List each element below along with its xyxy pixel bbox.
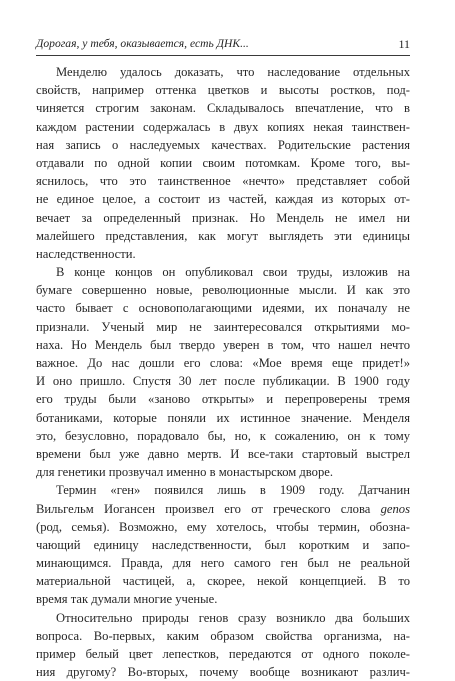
text-line: времени был уже давно мертв. И все-таки стартовый выстрел bbox=[36, 446, 410, 461]
text-line: материальной частицей, а, скорее, некой концепцией. В то bbox=[36, 574, 410, 589]
text-line: минающимся. Правда, для него самого ген был не реальной bbox=[36, 556, 410, 571]
text-line: его труды были «заново открыты» и перепроверены тремя bbox=[36, 392, 410, 407]
header-rule bbox=[36, 55, 410, 56]
paragraph-3 bbox=[36, 481, 410, 608]
text-line: вечает за определенный признак. Но Мендель не имел ни bbox=[36, 210, 410, 225]
text-line: пример белый цвет лепестков, передаются от одного поколе- bbox=[36, 647, 410, 661]
paragraph-4 bbox=[36, 609, 410, 681]
book-page bbox=[36, 0, 410, 680]
text-line: наха. Но Мендель был твердо уверен в том, что нашел нечто bbox=[36, 337, 410, 352]
text-line: В конце концов он опубликовал свои труды, изложив на bbox=[56, 265, 410, 280]
text-line: Относительно природы генов сразу возникло два больших bbox=[56, 610, 410, 625]
text-line: часто бывает с основополагающими идеями, их поначалу не bbox=[36, 301, 410, 316]
text-segment: Вильгельм Иогансен произвел его от греческого слова bbox=[36, 501, 371, 516]
text-line: свойств, например оттенка цветков и высоты ростков, под- bbox=[36, 83, 410, 98]
text-line: Менделю удалось доказать, что наследование отдельных bbox=[56, 65, 410, 79]
paragraph-2 bbox=[36, 263, 410, 481]
text-line: не единое целое, а состоит из частей, каждая из которых от- bbox=[36, 192, 410, 207]
running-header bbox=[36, 36, 410, 52]
italic-term: genos bbox=[380, 501, 410, 516]
text-line: это, безусловно, порадовало бы, но, к сожалению, он к тому bbox=[36, 428, 410, 443]
page-number: 11 bbox=[398, 37, 410, 51]
text-line: ная запись о наследуемых качествах. Родительские растения bbox=[36, 137, 410, 152]
text-line: ботаниками, которые поняли их истинное значение. Менделя bbox=[36, 410, 410, 425]
body-text bbox=[36, 63, 410, 681]
text-line: отдавали по одной копии своим потомкам. Кроме того, вы- bbox=[36, 155, 410, 170]
text-line: важное. До нас дошли его слова: «Мое время еще придет!» bbox=[36, 356, 410, 370]
text-line: ния другому? Во-вторых, почему вообще возникают различ- bbox=[36, 665, 410, 680]
text-line: Термин «ген» появился лишь в 1909 году. Датчанин bbox=[56, 483, 410, 498]
text-line: время так думали многие ученые. bbox=[36, 592, 218, 607]
text-line: каждом растении содержалась в двух копиях некая таинствен- bbox=[36, 119, 410, 134]
text-line: вопроса. Во-первых, каким образом свойства организма, на- bbox=[36, 628, 410, 643]
text-line: для генетики прозвучал именно в монастырском дворе. bbox=[36, 465, 333, 480]
running-title: Дорогая, у тебя, оказывается, есть ДНК... bbox=[36, 37, 249, 50]
text-line: И оно пришло. Спустя 30 лет после публикации. В 1900 году bbox=[36, 374, 410, 389]
text-line: признали. Ученый мир не заинтересовался открытиями мо- bbox=[36, 319, 410, 334]
text-line: чающий единицу наследственности, был коротким и запо- bbox=[36, 537, 410, 552]
text-line: наследственности. bbox=[36, 246, 136, 261]
text-line: (род, семья). Возможно, ему хотелось, чтобы термин, обозна- bbox=[36, 519, 410, 534]
paragraph-1 bbox=[36, 63, 410, 263]
text-line-with-italic bbox=[36, 500, 410, 518]
text-line: яснилось, что это таинственное «нечто» представляет собой bbox=[36, 174, 410, 189]
text-line: бумаге совершенно новые, революционные мысли. И как это bbox=[36, 283, 410, 298]
text-line: чиняется строгим законам. Складывалось впечатление, что в bbox=[36, 101, 410, 116]
text-line: малейшего представления, как могут выглядеть эти единицы bbox=[36, 228, 410, 243]
